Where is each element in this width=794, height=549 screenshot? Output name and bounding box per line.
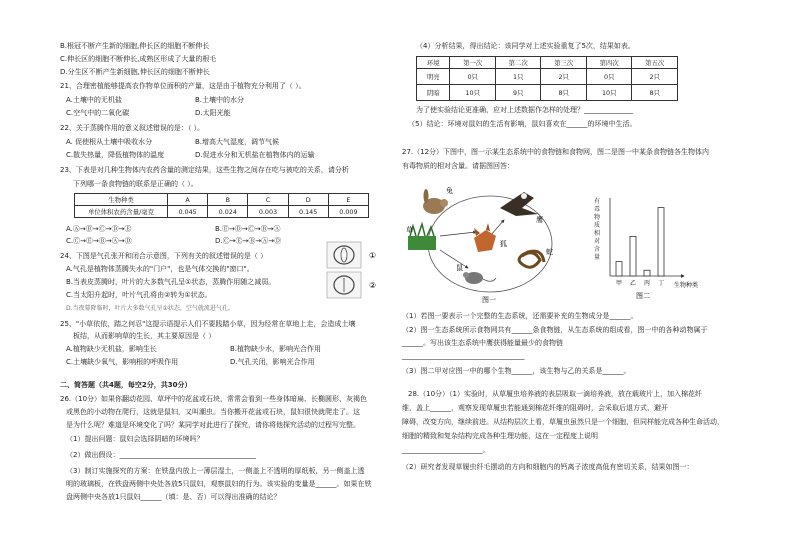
table-cell: 0.024 xyxy=(208,206,248,218)
q26-line: （3）制订实施探究的方案：在铁盘内放上一薄层湿土，一侧盖上不透明的厚纸板，另一侧盖上透 xyxy=(66,467,365,475)
table-cell: 0.045 xyxy=(168,206,208,218)
label-snake: 蛇 xyxy=(546,248,553,256)
table-cell: 9只 xyxy=(495,85,541,101)
food-web-figure xyxy=(404,178,574,306)
bar-乙 xyxy=(630,236,636,276)
table-cell: 10只 xyxy=(450,85,496,101)
q27-line: （2）图一生态系统所示食物网共有______条食物链，从生态系统的组成看，图一中的各种动物属于 xyxy=(402,326,708,334)
q24-option-b: B.当表皮蒸腾时，叶片的大多数气孔呈①状态，蒸腾作用随之减弱。 xyxy=(66,278,276,286)
table-cell: C xyxy=(248,194,288,206)
label-mouse: 鼠 xyxy=(456,264,463,272)
label-eagle: 鹰 xyxy=(536,216,543,224)
option-line: B.根冠不断产生新的细胞,伸长区的细胞不断伸长 xyxy=(60,42,210,50)
q22-option-b: B.增高大气湿度，调节气候 xyxy=(195,138,280,146)
q4b-text: 为了使实验结论更准确，应对上述数据作怎样的处理？______________ xyxy=(416,106,633,114)
table-cell: 第一次 xyxy=(450,57,496,69)
option-line: D.分生区不断产生新细胞,伸长区的细胞不断伸长 xyxy=(60,68,210,76)
q25-option-a: A.植物缺少无机盐，影响生长 xyxy=(66,345,157,353)
table-cell: 生物种类 xyxy=(75,194,168,206)
table-cell: 第二次 xyxy=(495,57,541,69)
q4-text: （4）分析结果，得出结论：该同学对上述实验重复了5次，结果如表。 xyxy=(416,42,635,50)
q24-option-a: A.气孔是植物体蒸腾失水的"门户"，也是气体交换的"窗口"。 xyxy=(66,265,254,273)
rabbit-icon xyxy=(423,189,448,214)
table-cell: 明亮 xyxy=(417,69,450,85)
question-24: 24、下图是气孔张开和闭合示意图，下列有关的叙述错误的是（ ） xyxy=(60,252,268,260)
bar-丙 xyxy=(644,270,650,276)
q21-option-c: C.空气中的二氧化碳 xyxy=(66,109,130,117)
question-25-cont: 板结，从而影响草的生长，其主要原因是（ ） xyxy=(73,332,216,340)
q24-option-d: D.当夜幕降临时，叶片大多数气孔呈①状态，空气就流进气孔。 xyxy=(66,305,234,312)
table-cell: 第四次 xyxy=(586,57,632,69)
figure-label-2: ② xyxy=(369,281,377,290)
q21-option-d: D.太阳光能 xyxy=(195,109,231,117)
toxin-bar-chart xyxy=(602,192,722,302)
table-cell: 1只 xyxy=(495,69,541,85)
question-22: 22、关于蒸腾作用的意义叙述错误的是：（ ）。 xyxy=(60,124,205,132)
table-cell: 2只 xyxy=(632,69,678,85)
table-cell: E xyxy=(328,194,368,206)
question-27-cont: 有毒物质的相对含量。请据图回答： xyxy=(402,162,514,170)
table-cell: 第五次 xyxy=(632,57,678,69)
bar-丁 xyxy=(658,208,664,276)
eagle-icon xyxy=(500,192,538,216)
q21-option-a: A.土壤中的无机盐 xyxy=(66,96,122,104)
q28-line: 维，盖上______，观察发现草履虫若能通到棉花纤维的阻碍时，会采取后退方式，避开 xyxy=(402,404,668,412)
table-cell: 环境 xyxy=(417,57,450,69)
table-cell: 8只 xyxy=(632,85,678,101)
q28-line: 障碍，改变方向，继续前进。从结构层次上看，草履虫虽然只是一个细胞，但同样能完成各种生命活动， xyxy=(402,418,724,426)
q27-line: （1）若图一要表示一个完整的生态系统，还需要补充的生物成分是______。 xyxy=(402,312,638,320)
q23-option-b: B.Ⓔ→Ⓓ→Ⓒ→Ⓑ→Ⓐ xyxy=(215,225,281,233)
chart-ylabel: 有 毒 物 质 相 对 含 量 xyxy=(594,198,601,261)
table-cell: D xyxy=(288,194,328,206)
tick-label: 丁 xyxy=(658,280,665,287)
snake-icon xyxy=(519,251,544,267)
q25-option-c: C.土壤缺少氧气，影响根的呼吸作用 xyxy=(66,358,179,366)
question-21: 21、合理密植能够提高农作物单位面积的产量，这是由于植物充分利用了（ ）。 xyxy=(60,82,306,90)
question-28: 28.（10分）（1）实验时，从草履虫培养液的表层吸取一滴培养液，放在载玻片上，加入棉花纤 xyxy=(408,390,702,398)
q22-option-c: C.散失热量，降低植物体的温度 xyxy=(66,151,165,159)
table-cell: 阴暗 xyxy=(417,85,450,101)
q28-line: 细胞的精致和复杂结构完成各种生理功能，这在一定程度上说明 xyxy=(402,432,598,440)
table-cell: 10只 xyxy=(586,85,632,101)
q5-text: （5）结论：环境对鼠妇的生活有影响，鼠妇喜欢在______的环境中生活。 xyxy=(408,120,637,128)
q27-line: ___________________________________ xyxy=(402,352,525,360)
tick-label: 乙 xyxy=(630,280,637,287)
table-cell: 0.009 xyxy=(328,206,368,218)
q23-table xyxy=(74,193,369,218)
q23-option-c: C.Ⓒ→Ⓔ→Ⓑ→Ⓐ→Ⓓ xyxy=(66,237,132,245)
stomata-figure xyxy=(325,240,385,300)
question-23-cont: 下列哪一条食物链的联系是正确的（ ）。 xyxy=(73,180,198,188)
label-rabbit: 兔 xyxy=(446,187,453,195)
section-heading: 二、简答题（共4题，每空2分，共30分） xyxy=(60,381,192,389)
tick-label: 丙 xyxy=(644,280,651,287)
table-cell: 0.003 xyxy=(248,206,288,218)
table-cell: 0只 xyxy=(450,69,496,85)
q23-option-a: A.Ⓐ→Ⓑ→Ⓒ→Ⓓ→Ⓔ xyxy=(66,225,132,233)
chart-xlabel: 生物种类 xyxy=(674,282,699,289)
q26-line: （2）做出假设：_______________________________________ xyxy=(66,451,256,459)
mouse-icon xyxy=(463,272,496,284)
q26-line: 是为什么呢？难道是环境变化了吗？某同学对此进行了探究，请你将他探究活动的过程写完整。 xyxy=(66,421,360,429)
table-cell: 第三次 xyxy=(541,57,587,69)
table-cell: 8只 xyxy=(541,85,587,101)
label-fox: 狐 xyxy=(500,240,507,248)
bar-甲 xyxy=(616,262,622,276)
question-23: 23、下表是对几种生物体内农药含量的测定结果，这些生物之间存在吃与被吃的关系，请分析 xyxy=(60,166,349,174)
table-cell: B xyxy=(208,194,248,206)
q22-option-a: A. 促使根从土壤中吸收水分 xyxy=(66,138,153,146)
q22-option-d: D.促进水分和无机盐在植物体内的运输 xyxy=(195,151,315,159)
q25-option-b: B.植物缺少水，影响光合作用 xyxy=(230,345,322,353)
q23-option-d: D.Ⓒ→Ⓔ→Ⓑ→Ⓐ→Ⓓ xyxy=(215,237,282,245)
table-cell: 2只 xyxy=(541,69,587,85)
q26-line: （1）提出问题：鼠妇会选择阴暗的环境吗？ xyxy=(66,435,204,443)
q27-line: （3）图二甲对应图一中的哪个生物______，该生物与乙的关系是______。 xyxy=(402,367,631,375)
q26-line: 明的玻璃板，在铁盘两侧中央处各放5只鼠妇，观察鼠妇的行为。该实验的变量是______。如果在铁 xyxy=(66,480,372,488)
question-27: 27.（12分）下图中，图一示某生态系统中的食物链和食物网，图二是图一中某条食物链各生物体内 xyxy=(402,148,710,156)
question-26: 26.（10分）如果你翻动花园、草坪中的花盆或石块，常常会看到一些身体暗扁、长椭圆形、灰褐色 xyxy=(60,395,368,403)
q26-line: 或黑色的小动物在爬行，这就是鼠妇，又叫潮虫。当你搬开花盆或石块，鼠妇很快就爬走了。这 xyxy=(66,408,360,416)
result-table xyxy=(416,56,678,101)
tick-label: 甲 xyxy=(616,280,623,287)
table-cell: A xyxy=(168,194,208,206)
q25-option-d: D.气孔关闭，影响光合作用 xyxy=(230,358,315,366)
table-cell: 0只 xyxy=(586,69,632,85)
figure2-caption: 图二 xyxy=(636,292,650,300)
q26-line: 盘两侧中央各放1只鼠妇______（填：是、否）可以得出准确的结论？ xyxy=(66,493,281,501)
q28-line: _______________________。 xyxy=(402,446,490,454)
option-line: C.伸长区的细胞不断伸长,成熟区形成了大量的根毛 xyxy=(60,55,217,63)
table-cell: 0.145 xyxy=(288,206,328,218)
q21-option-b: B.土壤中的水分 xyxy=(195,96,245,104)
question-25: 25、"小草依依，踏之何忍"这提示语提示人们不要践踏小草，因为经常在草地上走，会造成土壤 xyxy=(60,320,356,328)
q27-line: ______。写出该生态系统中鹰获得能量最少的食物链 xyxy=(402,339,563,347)
label-grass: 草 xyxy=(406,226,413,234)
figure1-caption: 图一 xyxy=(482,296,496,304)
q28-line: （2）研究者发现草履虫纤毛摆动的方向和细胞内的钙离子浓度高低有密切关系，结果如图一： xyxy=(402,463,694,471)
q24-option-c: C.当太阳升起时，叶片气孔将由②转为①状态。 xyxy=(66,291,212,299)
table-cell: 单位体积农药含量/毫克 xyxy=(75,206,168,218)
figure-label-1: ① xyxy=(369,251,377,260)
fox-icon xyxy=(474,223,496,252)
